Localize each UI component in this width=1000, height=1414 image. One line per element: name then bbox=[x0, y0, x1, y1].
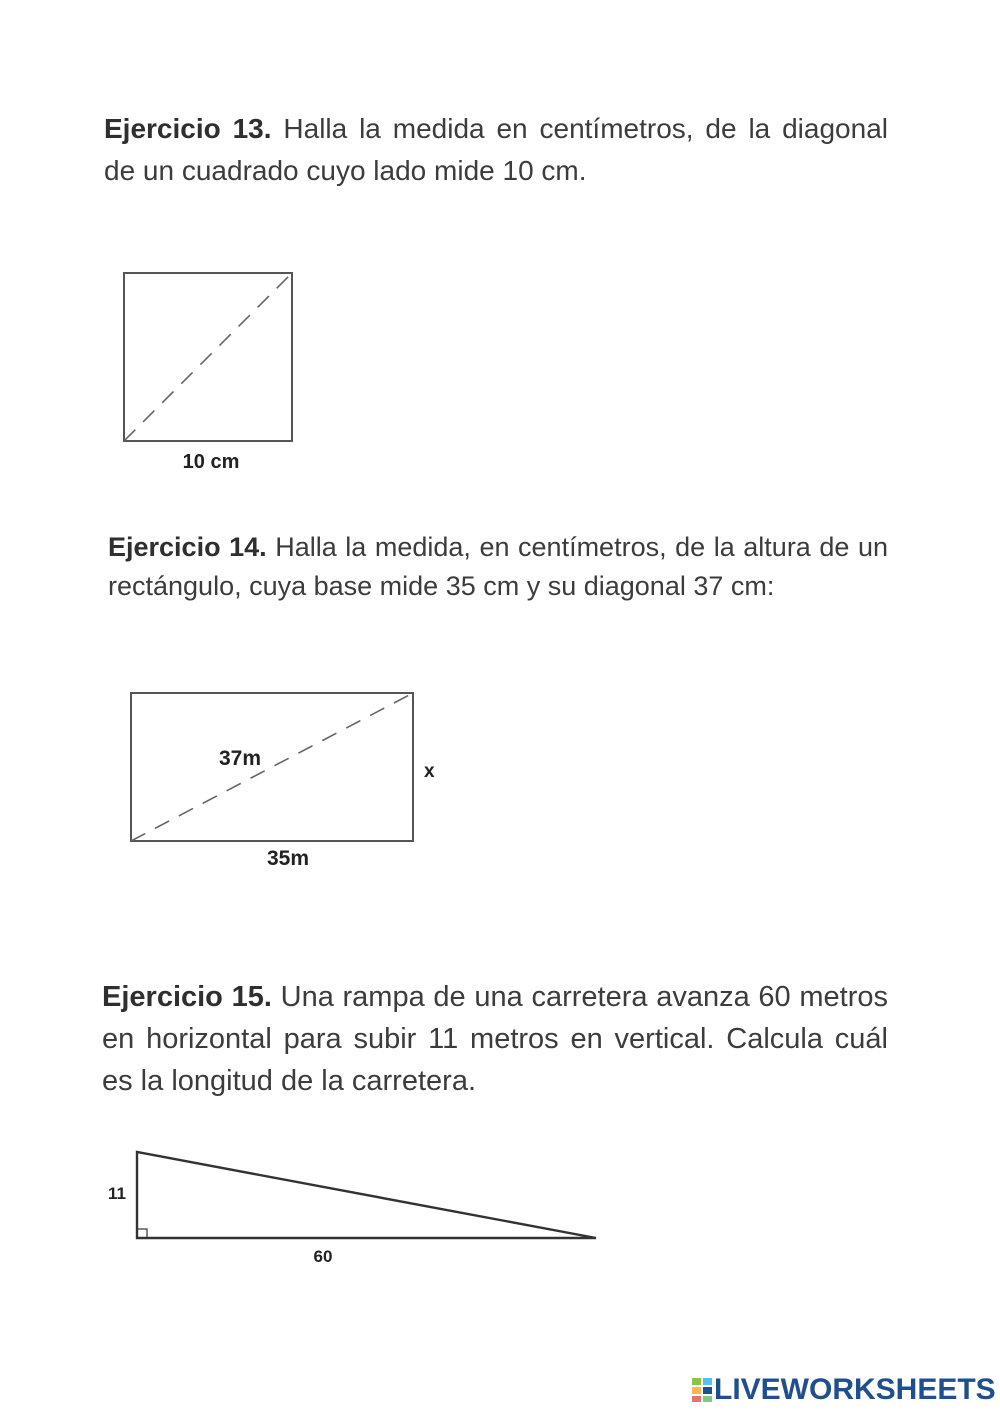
exercise-15-text: Una rampa de una carretera avanza 60 metros en horizontal para subir 11 metros en vertical. Calcula cuál es la longitud de la carretera. bbox=[102, 981, 888, 1097]
rectangle-figure bbox=[126, 686, 446, 876]
liveworksheets-wordmark: LIVEWORKSHEETS bbox=[714, 1373, 996, 1406]
ramp-vertical-label: 11 bbox=[108, 1184, 126, 1203]
square-diagonal bbox=[124, 273, 292, 441]
ramp-triangle-figure bbox=[104, 1144, 604, 1274]
square-side-label: 10 cm bbox=[182, 451, 240, 473]
square-figure bbox=[118, 266, 308, 476]
exercise-14-heading: Ejercicio 14. bbox=[108, 532, 267, 562]
exercise-15-heading: Ejercicio 15. bbox=[102, 981, 272, 1013]
liveworksheets-logo-icon bbox=[692, 1378, 712, 1402]
exercise-14-text: Halla la medida, en centímetros, de la altura de un rectángulo, cuya base mide 35 cm y su diagonal 37 cm: bbox=[108, 532, 888, 601]
rectangle-diagonal-label: 37m bbox=[218, 747, 262, 770]
rectangle-diagonal bbox=[131, 693, 413, 841]
liveworksheets-logo bbox=[692, 1372, 996, 1408]
exercise-14 bbox=[108, 528, 888, 606]
ramp-horizontal-label: 60 bbox=[313, 1247, 333, 1266]
exercise-13-heading: Ejercicio 13. bbox=[104, 113, 272, 144]
right-angle-marker bbox=[137, 1229, 147, 1238]
exercise-13-text: Halla la medida en centímetros, de la diagonal de un cuadrado cuyo lado mide 10 cm. bbox=[104, 113, 888, 186]
ramp-triangle bbox=[137, 1152, 596, 1238]
exercise-13 bbox=[104, 108, 888, 192]
rectangle-height-label: x bbox=[424, 761, 435, 782]
rectangle-base-label: 35m bbox=[266, 847, 310, 870]
exercise-15 bbox=[102, 976, 888, 1102]
